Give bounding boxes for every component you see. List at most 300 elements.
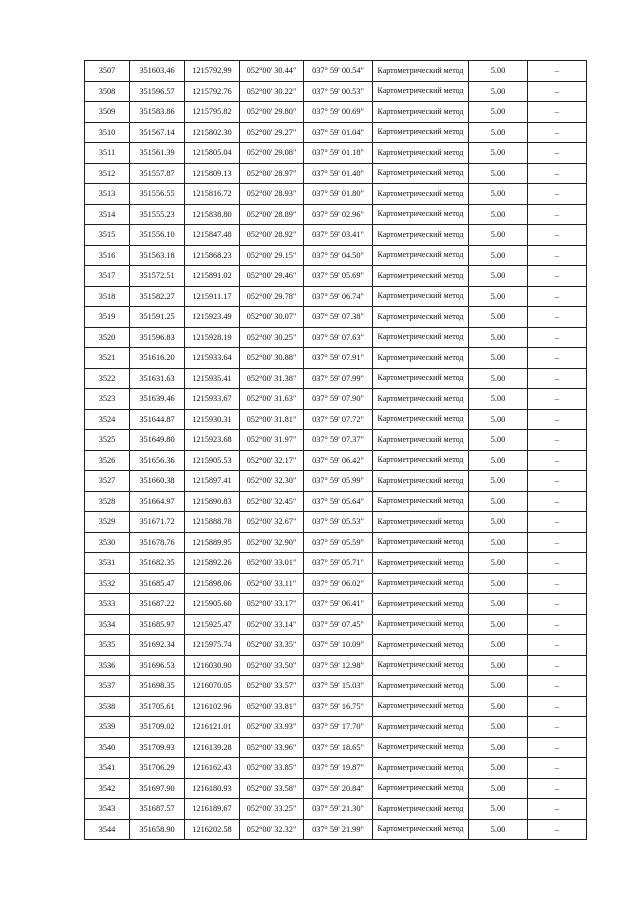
cell-method: Картометрический метод	[373, 778, 469, 799]
cell-y: 1215802.30	[185, 122, 240, 143]
cell-accuracy: 5.00	[469, 717, 528, 738]
cell-x: 351563.18	[130, 245, 185, 266]
cell-longitude: 037° 59' 07.99"	[304, 368, 373, 389]
cell-point: 3528	[85, 491, 130, 512]
cell-latitude: 052°00' 32.30"	[240, 471, 304, 492]
cell-x: 351682.35	[130, 553, 185, 574]
cell-x: 351644.87	[130, 409, 185, 430]
table-row	[85, 184, 587, 205]
cell-method: Картометрический метод	[373, 491, 469, 512]
cell-longitude: 037° 59' 07.90"	[304, 389, 373, 410]
cell-point: 3532	[85, 573, 130, 594]
cell-point: 3534	[85, 614, 130, 635]
cell-longitude: 037° 59' 02.96"	[304, 204, 373, 225]
cell-x: 351678.76	[130, 532, 185, 553]
cell-accuracy: 5.00	[469, 491, 528, 512]
cell-note: –	[528, 143, 587, 164]
cell-longitude: 037° 59' 15.03"	[304, 676, 373, 697]
cell-method: Картометрический метод	[373, 102, 469, 123]
cell-method: Картометрический метод	[373, 594, 469, 615]
cell-y: 1215847.48	[185, 225, 240, 246]
cell-longitude: 037° 59' 00.69"	[304, 102, 373, 123]
cell-method: Картометрический метод	[373, 573, 469, 594]
cell-latitude: 052°00' 30.22"	[240, 81, 304, 102]
cell-note: –	[528, 163, 587, 184]
table-row	[85, 389, 587, 410]
cell-latitude: 052°00' 31.97"	[240, 430, 304, 451]
cell-x: 351697.90	[130, 778, 185, 799]
table-row	[85, 143, 587, 164]
cell-accuracy: 5.00	[469, 122, 528, 143]
cell-note: –	[528, 573, 587, 594]
cell-longitude: 037° 59' 05.71"	[304, 553, 373, 574]
cell-point: 3525	[85, 430, 130, 451]
cell-note: –	[528, 635, 587, 656]
cell-y: 1215928.19	[185, 327, 240, 348]
cell-method: Картометрический метод	[373, 696, 469, 717]
cell-x: 351685.97	[130, 614, 185, 635]
cell-y: 1215897.41	[185, 471, 240, 492]
cell-accuracy: 5.00	[469, 635, 528, 656]
cell-point: 3520	[85, 327, 130, 348]
cell-point: 3515	[85, 225, 130, 246]
cell-y: 1216139.28	[185, 737, 240, 758]
cell-x: 351556.55	[130, 184, 185, 205]
cell-x: 351631.63	[130, 368, 185, 389]
table-row	[85, 430, 587, 451]
table-row	[85, 163, 587, 184]
cell-point: 3522	[85, 368, 130, 389]
cell-longitude: 037° 59' 17.70"	[304, 717, 373, 738]
cell-accuracy: 5.00	[469, 573, 528, 594]
cell-longitude: 037° 59' 05.59"	[304, 532, 373, 553]
cell-method: Картометрический метод	[373, 368, 469, 389]
cell-accuracy: 5.00	[469, 594, 528, 615]
cell-method: Картометрический метод	[373, 327, 469, 348]
table-row	[85, 245, 587, 266]
cell-accuracy: 5.00	[469, 553, 528, 574]
cell-latitude: 052°00' 31.63"	[240, 389, 304, 410]
cell-longitude: 037° 59' 10.09"	[304, 635, 373, 656]
table-row	[85, 696, 587, 717]
table-row	[85, 717, 587, 738]
cell-method: Картометрический метод	[373, 655, 469, 676]
cell-x: 351709.02	[130, 717, 185, 738]
cell-longitude: 037° 59' 05.69"	[304, 266, 373, 287]
cell-method: Картометрический метод	[373, 553, 469, 574]
cell-x: 351692.34	[130, 635, 185, 656]
cell-longitude: 037° 59' 07.72"	[304, 409, 373, 430]
cell-longitude: 037° 59' 07.37"	[304, 430, 373, 451]
cell-note: –	[528, 819, 587, 840]
cell-y: 1215795.82	[185, 102, 240, 123]
cell-y: 1215975.74	[185, 635, 240, 656]
cell-point: 3542	[85, 778, 130, 799]
table-row	[85, 758, 587, 779]
cell-note: –	[528, 204, 587, 225]
cell-point: 3543	[85, 799, 130, 820]
cell-accuracy: 5.00	[469, 81, 528, 102]
cell-note: –	[528, 799, 587, 820]
table-row	[85, 102, 587, 123]
cell-method: Картометрический метод	[373, 225, 469, 246]
cell-x: 351596.57	[130, 81, 185, 102]
cell-method: Картометрический метод	[373, 512, 469, 533]
cell-note: –	[528, 368, 587, 389]
cell-method: Картометрический метод	[373, 614, 469, 635]
table-row	[85, 655, 587, 676]
cell-accuracy: 5.00	[469, 532, 528, 553]
cell-x: 351556.10	[130, 225, 185, 246]
cell-method: Картометрический метод	[373, 286, 469, 307]
cell-y: 1215898.06	[185, 573, 240, 594]
cell-y: 1215933.67	[185, 389, 240, 410]
table-row	[85, 225, 587, 246]
cell-longitude: 037° 59' 06.74"	[304, 286, 373, 307]
cell-latitude: 052°00' 32.45"	[240, 491, 304, 512]
cell-longitude: 037° 59' 04.50"	[304, 245, 373, 266]
table-row	[85, 450, 587, 471]
cell-point: 3541	[85, 758, 130, 779]
cell-y: 1215888.78	[185, 512, 240, 533]
cell-method: Картометрический метод	[373, 389, 469, 410]
cell-y: 1215923.49	[185, 307, 240, 328]
cell-x: 351557.87	[130, 163, 185, 184]
cell-longitude: 037° 59' 01.80"	[304, 184, 373, 205]
cell-x: 351685.47	[130, 573, 185, 594]
cell-accuracy: 5.00	[469, 655, 528, 676]
cell-latitude: 052°00' 32.17"	[240, 450, 304, 471]
cell-x: 351639.46	[130, 389, 185, 410]
cell-note: –	[528, 266, 587, 287]
cell-y: 1215838.80	[185, 204, 240, 225]
cell-longitude: 037° 59' 20.84"	[304, 778, 373, 799]
cell-x: 351656.36	[130, 450, 185, 471]
cell-note: –	[528, 758, 587, 779]
cell-y: 1215905.53	[185, 450, 240, 471]
cell-point: 3526	[85, 450, 130, 471]
cell-latitude: 052°00' 29.08"	[240, 143, 304, 164]
table-row	[85, 614, 587, 635]
cell-latitude: 052°00' 30.25"	[240, 327, 304, 348]
cell-x: 351561.39	[130, 143, 185, 164]
cell-y: 1215925.47	[185, 614, 240, 635]
table-row	[85, 799, 587, 820]
cell-point: 3544	[85, 819, 130, 840]
cell-method: Картометрический метод	[373, 758, 469, 779]
cell-latitude: 052°00' 32.90"	[240, 532, 304, 553]
cell-method: Картометрический метод	[373, 532, 469, 553]
cell-x: 351572.51	[130, 266, 185, 287]
cell-note: –	[528, 389, 587, 410]
cell-x: 351671.72	[130, 512, 185, 533]
coordinates-table-body	[85, 61, 587, 840]
cell-accuracy: 5.00	[469, 512, 528, 533]
cell-point: 3530	[85, 532, 130, 553]
cell-note: –	[528, 327, 587, 348]
cell-point: 3524	[85, 409, 130, 430]
cell-longitude: 037° 59' 19.87"	[304, 758, 373, 779]
cell-note: –	[528, 696, 587, 717]
cell-point: 3510	[85, 122, 130, 143]
cell-method: Картометрический метод	[373, 635, 469, 656]
cell-latitude: 052°00' 29.80"	[240, 102, 304, 123]
cell-longitude: 037° 59' 12.98"	[304, 655, 373, 676]
cell-point: 3537	[85, 676, 130, 697]
cell-point: 3514	[85, 204, 130, 225]
cell-point: 3539	[85, 717, 130, 738]
cell-method: Картометрический метод	[373, 430, 469, 451]
cell-y: 1215816.72	[185, 184, 240, 205]
cell-x: 351596.83	[130, 327, 185, 348]
cell-longitude: 037° 59' 07.63"	[304, 327, 373, 348]
cell-x: 351687.57	[130, 799, 185, 820]
cell-accuracy: 5.00	[469, 430, 528, 451]
cell-longitude: 037° 59' 07.45"	[304, 614, 373, 635]
cell-accuracy: 5.00	[469, 471, 528, 492]
cell-x: 351583.86	[130, 102, 185, 123]
cell-latitude: 052°00' 28.92"	[240, 225, 304, 246]
cell-longitude: 037° 59' 07.91"	[304, 348, 373, 369]
cell-method: Картометрический метод	[373, 409, 469, 430]
table-row	[85, 368, 587, 389]
cell-longitude: 037° 59' 05.53"	[304, 512, 373, 533]
table-row	[85, 573, 587, 594]
cell-latitude: 052°00' 33.11"	[240, 573, 304, 594]
table-row	[85, 266, 587, 287]
cell-accuracy: 5.00	[469, 143, 528, 164]
table-row	[85, 778, 587, 799]
cell-note: –	[528, 409, 587, 430]
cell-latitude: 052°00' 28.89"	[240, 204, 304, 225]
cell-note: –	[528, 102, 587, 123]
cell-accuracy: 5.00	[469, 758, 528, 779]
cell-latitude: 052°00' 30.07"	[240, 307, 304, 328]
cell-longitude: 037° 59' 21.30"	[304, 799, 373, 820]
cell-method: Картометрический метод	[373, 143, 469, 164]
cell-y: 1215891.02	[185, 266, 240, 287]
cell-y: 1215890.83	[185, 491, 240, 512]
table-row	[85, 676, 587, 697]
cell-note: –	[528, 348, 587, 369]
table-row	[85, 635, 587, 656]
cell-y: 1215889.95	[185, 532, 240, 553]
cell-y: 1216070.05	[185, 676, 240, 697]
cell-y: 1216121.01	[185, 717, 240, 738]
cell-y: 1215911.17	[185, 286, 240, 307]
cell-method: Картометрический метод	[373, 307, 469, 328]
cell-accuracy: 5.00	[469, 819, 528, 840]
cell-point: 3511	[85, 143, 130, 164]
table-row	[85, 532, 587, 553]
cell-point: 3521	[85, 348, 130, 369]
cell-accuracy: 5.00	[469, 696, 528, 717]
cell-longitude: 037° 59' 05.99"	[304, 471, 373, 492]
cell-latitude: 052°00' 33.17"	[240, 594, 304, 615]
cell-y: 1216189.67	[185, 799, 240, 820]
cell-accuracy: 5.00	[469, 409, 528, 430]
cell-point: 3508	[85, 81, 130, 102]
table-row	[85, 61, 587, 82]
cell-point: 3535	[85, 635, 130, 656]
cell-method: Картометрический метод	[373, 204, 469, 225]
cell-y: 1215923.68	[185, 430, 240, 451]
cell-y: 1215868.23	[185, 245, 240, 266]
cell-note: –	[528, 286, 587, 307]
cell-longitude: 037° 59' 00.53"	[304, 81, 373, 102]
cell-y: 1216202.58	[185, 819, 240, 840]
cell-accuracy: 5.00	[469, 163, 528, 184]
cell-accuracy: 5.00	[469, 225, 528, 246]
cell-note: –	[528, 553, 587, 574]
cell-accuracy: 5.00	[469, 348, 528, 369]
cell-accuracy: 5.00	[469, 286, 528, 307]
cell-y: 1216180.93	[185, 778, 240, 799]
cell-point: 3527	[85, 471, 130, 492]
cell-point: 3523	[85, 389, 130, 410]
cell-longitude: 037° 59' 01.40"	[304, 163, 373, 184]
cell-latitude: 052°00' 32.32"	[240, 819, 304, 840]
cell-point: 3540	[85, 737, 130, 758]
table-row	[85, 307, 587, 328]
cell-y: 1215792.99	[185, 61, 240, 82]
cell-note: –	[528, 245, 587, 266]
table-row	[85, 409, 587, 430]
cell-note: –	[528, 61, 587, 82]
cell-method: Картометрический метод	[373, 163, 469, 184]
cell-note: –	[528, 717, 587, 738]
cell-longitude: 037° 59' 21.99"	[304, 819, 373, 840]
cell-y: 1216162.43	[185, 758, 240, 779]
cell-accuracy: 5.00	[469, 204, 528, 225]
cell-note: –	[528, 430, 587, 451]
cell-y: 1216102.96	[185, 696, 240, 717]
table-row	[85, 819, 587, 840]
cell-latitude: 052°00' 33.57"	[240, 676, 304, 697]
cell-x: 351591.25	[130, 307, 185, 328]
cell-method: Картометрический метод	[373, 799, 469, 820]
cell-point: 3536	[85, 655, 130, 676]
cell-point: 3533	[85, 594, 130, 615]
cell-method: Картометрический метод	[373, 245, 469, 266]
cell-note: –	[528, 491, 587, 512]
table-row	[85, 512, 587, 533]
cell-latitude: 052°00' 33.85"	[240, 758, 304, 779]
table-row	[85, 471, 587, 492]
cell-accuracy: 5.00	[469, 799, 528, 820]
cell-latitude: 052°00' 31.81"	[240, 409, 304, 430]
cell-method: Картометрический метод	[373, 266, 469, 287]
cell-point: 3513	[85, 184, 130, 205]
cell-note: –	[528, 307, 587, 328]
cell-point: 3509	[85, 102, 130, 123]
cell-y: 1215809.13	[185, 163, 240, 184]
cell-point: 3517	[85, 266, 130, 287]
cell-latitude: 052°00' 29.15"	[240, 245, 304, 266]
cell-latitude: 052°00' 32.67"	[240, 512, 304, 533]
table-row	[85, 327, 587, 348]
cell-latitude: 052°00' 29.27"	[240, 122, 304, 143]
cell-method: Картометрический метод	[373, 717, 469, 738]
cell-latitude: 052°00' 30.88"	[240, 348, 304, 369]
cell-method: Картометрический метод	[373, 348, 469, 369]
cell-method: Картометрический метод	[373, 81, 469, 102]
cell-method: Картометрический метод	[373, 471, 469, 492]
cell-note: –	[528, 655, 587, 676]
table-row	[85, 286, 587, 307]
cell-longitude: 037° 59' 03.41"	[304, 225, 373, 246]
cell-y: 1216030.90	[185, 655, 240, 676]
cell-point: 3529	[85, 512, 130, 533]
cell-x: 351603.46	[130, 61, 185, 82]
cell-latitude: 052°00' 28.97"	[240, 163, 304, 184]
cell-accuracy: 5.00	[469, 737, 528, 758]
cell-longitude: 037° 59' 18.65"	[304, 737, 373, 758]
table-row	[85, 553, 587, 574]
cell-point: 3512	[85, 163, 130, 184]
cell-y: 1215935.41	[185, 368, 240, 389]
cell-x: 351660.38	[130, 471, 185, 492]
cell-accuracy: 5.00	[469, 245, 528, 266]
cell-note: –	[528, 532, 587, 553]
cell-x: 351649.80	[130, 430, 185, 451]
cell-accuracy: 5.00	[469, 450, 528, 471]
cell-latitude: 052°00' 33.14"	[240, 614, 304, 635]
cell-point: 3531	[85, 553, 130, 574]
cell-accuracy: 5.00	[469, 389, 528, 410]
cell-y: 1215892.26	[185, 553, 240, 574]
cell-note: –	[528, 778, 587, 799]
cell-x: 351696.53	[130, 655, 185, 676]
cell-point: 3518	[85, 286, 130, 307]
table-row	[85, 491, 587, 512]
cell-y: 1215933.64	[185, 348, 240, 369]
cell-method: Картометрический метод	[373, 122, 469, 143]
cell-longitude: 037° 59' 01.04"	[304, 122, 373, 143]
cell-accuracy: 5.00	[469, 676, 528, 697]
cell-longitude: 037° 59' 06.42"	[304, 450, 373, 471]
cell-latitude: 052°00' 28.93"	[240, 184, 304, 205]
cell-x: 351555.23	[130, 204, 185, 225]
cell-accuracy: 5.00	[469, 778, 528, 799]
cell-longitude: 037° 59' 06.41"	[304, 594, 373, 615]
cell-x: 351616.20	[130, 348, 185, 369]
cell-latitude: 052°00' 33.35"	[240, 635, 304, 656]
cell-note: –	[528, 450, 587, 471]
cell-point: 3538	[85, 696, 130, 717]
cell-longitude: 037° 59' 06.02"	[304, 573, 373, 594]
cell-accuracy: 5.00	[469, 307, 528, 328]
cell-x: 351582.27	[130, 286, 185, 307]
cell-point: 3519	[85, 307, 130, 328]
cell-latitude: 052°00' 33.01"	[240, 553, 304, 574]
cell-note: –	[528, 737, 587, 758]
cell-y: 1215905.60	[185, 594, 240, 615]
cell-method: Картометрический метод	[373, 676, 469, 697]
cell-y: 1215930.31	[185, 409, 240, 430]
table-row	[85, 348, 587, 369]
coordinates-table	[84, 60, 587, 840]
cell-accuracy: 5.00	[469, 266, 528, 287]
cell-point: 3516	[85, 245, 130, 266]
cell-longitude: 037° 59' 01.18"	[304, 143, 373, 164]
cell-note: –	[528, 471, 587, 492]
cell-method: Картометрический метод	[373, 737, 469, 758]
cell-note: –	[528, 594, 587, 615]
cell-note: –	[528, 614, 587, 635]
table-row	[85, 204, 587, 225]
table-row	[85, 122, 587, 143]
